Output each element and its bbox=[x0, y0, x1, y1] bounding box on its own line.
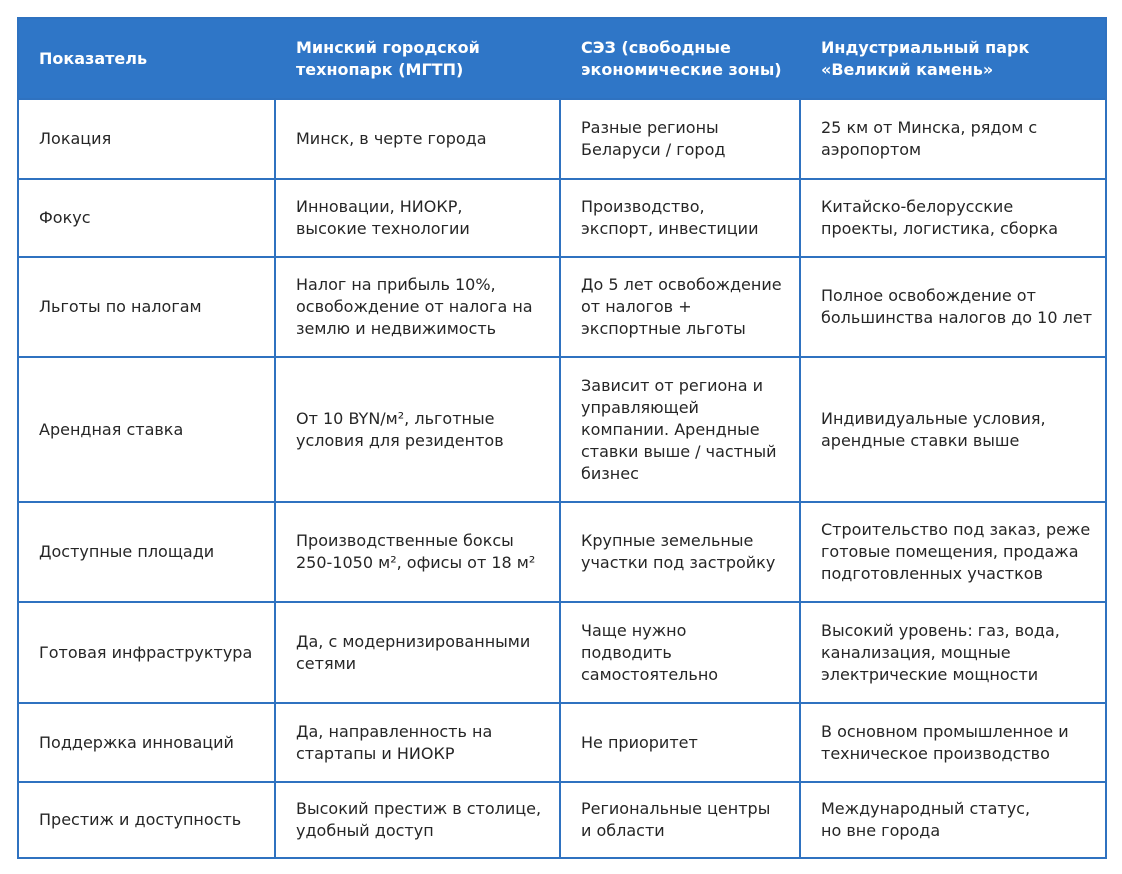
cell-text: Полное освобождение от большинства налогов до 10 лет bbox=[821, 286, 1093, 327]
table-cell bbox=[274, 180, 559, 256]
cell-text: Строительство под заказ, реже готовые помещения, продажа подготовленных участков bbox=[821, 520, 1091, 583]
cell-text: Зависит от региона и управляющей компании. Арендные ставки выше / частный бизнес bbox=[581, 375, 777, 483]
cell-text: Китайско-белорусские проекты, логистика, сборка bbox=[821, 197, 1059, 238]
cell-text: Разные регионы Беларуси / город bbox=[581, 118, 726, 159]
cell-text: Престиж и доступность bbox=[39, 810, 242, 829]
cell-text: До 5 лет освобождение от налогов + экспортные льготы bbox=[581, 275, 782, 338]
table-row bbox=[19, 702, 1105, 781]
table-cell bbox=[19, 503, 274, 601]
cell-text: Да, с модернизированными сетями bbox=[296, 631, 531, 673]
table-cell bbox=[19, 100, 274, 178]
table-cell bbox=[19, 258, 274, 356]
table-cell bbox=[274, 503, 559, 601]
table-cell bbox=[799, 100, 1105, 178]
table-cell bbox=[274, 358, 559, 501]
header-cell-great-stone bbox=[799, 19, 1105, 98]
table-cell bbox=[799, 358, 1105, 501]
table-cell bbox=[19, 704, 274, 781]
table-cell bbox=[559, 503, 799, 601]
cell-text: Фокус bbox=[39, 208, 91, 227]
header-label: Показатель bbox=[39, 48, 148, 68]
table-cell bbox=[274, 704, 559, 781]
table-row bbox=[19, 178, 1105, 256]
table-cell bbox=[19, 358, 274, 501]
table-cell bbox=[274, 603, 559, 702]
table-row bbox=[19, 356, 1105, 501]
cell-text: Арендная ставка bbox=[39, 419, 184, 439]
header-label: Индустриальный парк «Великий камень» bbox=[821, 37, 1030, 79]
cell-text: Готовая инфраструктура bbox=[39, 642, 253, 662]
table-row bbox=[19, 781, 1105, 857]
comparison-table bbox=[17, 17, 1107, 859]
table-row bbox=[19, 601, 1105, 702]
table-row bbox=[19, 256, 1105, 356]
cell-text: Чаще нужно подводить самостоятельно bbox=[581, 620, 719, 684]
table-cell bbox=[799, 704, 1105, 781]
cell-text: Поддержка инноваций bbox=[39, 732, 234, 752]
table-cell bbox=[799, 603, 1105, 702]
header-cell-indicator bbox=[19, 19, 274, 98]
cell-text: Производство, экспорт, инвестиции bbox=[581, 197, 759, 238]
table-cell bbox=[559, 258, 799, 356]
header-cell-mgtp bbox=[274, 19, 559, 98]
cell-text: Да, направленность на стартапы и НИОКР bbox=[296, 721, 493, 763]
table-cell bbox=[274, 783, 559, 857]
table-cell bbox=[19, 603, 274, 702]
cell-text: Локация bbox=[39, 129, 112, 148]
cell-text: Региональные центры и области bbox=[581, 799, 771, 840]
cell-text: Инновации, НИОКР, высокие технологии bbox=[296, 197, 470, 238]
cell-text: Высокий престиж в столице, удобный доступ bbox=[296, 799, 542, 840]
table-cell bbox=[559, 100, 799, 178]
header-label: СЭЗ (свободные экономические зоны) bbox=[581, 37, 782, 79]
table-cell bbox=[19, 783, 274, 857]
table-cell bbox=[274, 258, 559, 356]
table-cell bbox=[799, 180, 1105, 256]
table-cell bbox=[274, 100, 559, 178]
header-label: Минский городской технопарк (МГТП) bbox=[296, 37, 480, 79]
cell-text: Льготы по налогам bbox=[39, 297, 202, 316]
cell-text: Индивидуальные условия, арендные ставки выше bbox=[821, 408, 1046, 450]
cell-text: От 10 BYN/м², льготные условия для резидентов bbox=[296, 408, 504, 450]
cell-text: Международный статус, но вне города bbox=[821, 799, 1031, 840]
cell-text: Высокий уровень: газ, вода, канализация, мощные электрические мощности bbox=[821, 620, 1060, 684]
table-cell bbox=[559, 180, 799, 256]
table-cell bbox=[799, 783, 1105, 857]
cell-text: Налог на прибыль 10%, освобождение от налога на землю и недвижимость bbox=[296, 275, 533, 338]
table-row bbox=[19, 501, 1105, 601]
table-cell bbox=[799, 503, 1105, 601]
table-cell bbox=[799, 258, 1105, 356]
table-row bbox=[19, 98, 1105, 178]
table-header-row bbox=[19, 19, 1105, 98]
table-cell bbox=[559, 783, 799, 857]
cell-text: Доступные площади bbox=[39, 542, 215, 561]
cell-text: Крупные земельные участки под застройку bbox=[581, 531, 776, 572]
table-cell bbox=[559, 358, 799, 501]
cell-text: Минск, в черте города bbox=[296, 129, 487, 148]
cell-text: В основном промышленное и техническое производство bbox=[821, 721, 1069, 763]
cell-text: Не приоритет bbox=[581, 732, 698, 752]
table-cell bbox=[19, 180, 274, 256]
header-cell-sez bbox=[559, 19, 799, 98]
cell-text: Производственные боксы 250-1050 м², офисы от 18 м² bbox=[296, 531, 536, 572]
table-cell bbox=[559, 704, 799, 781]
table-cell bbox=[559, 603, 799, 702]
cell-text: 25 км от Минска, рядом с аэропортом bbox=[821, 118, 1038, 159]
